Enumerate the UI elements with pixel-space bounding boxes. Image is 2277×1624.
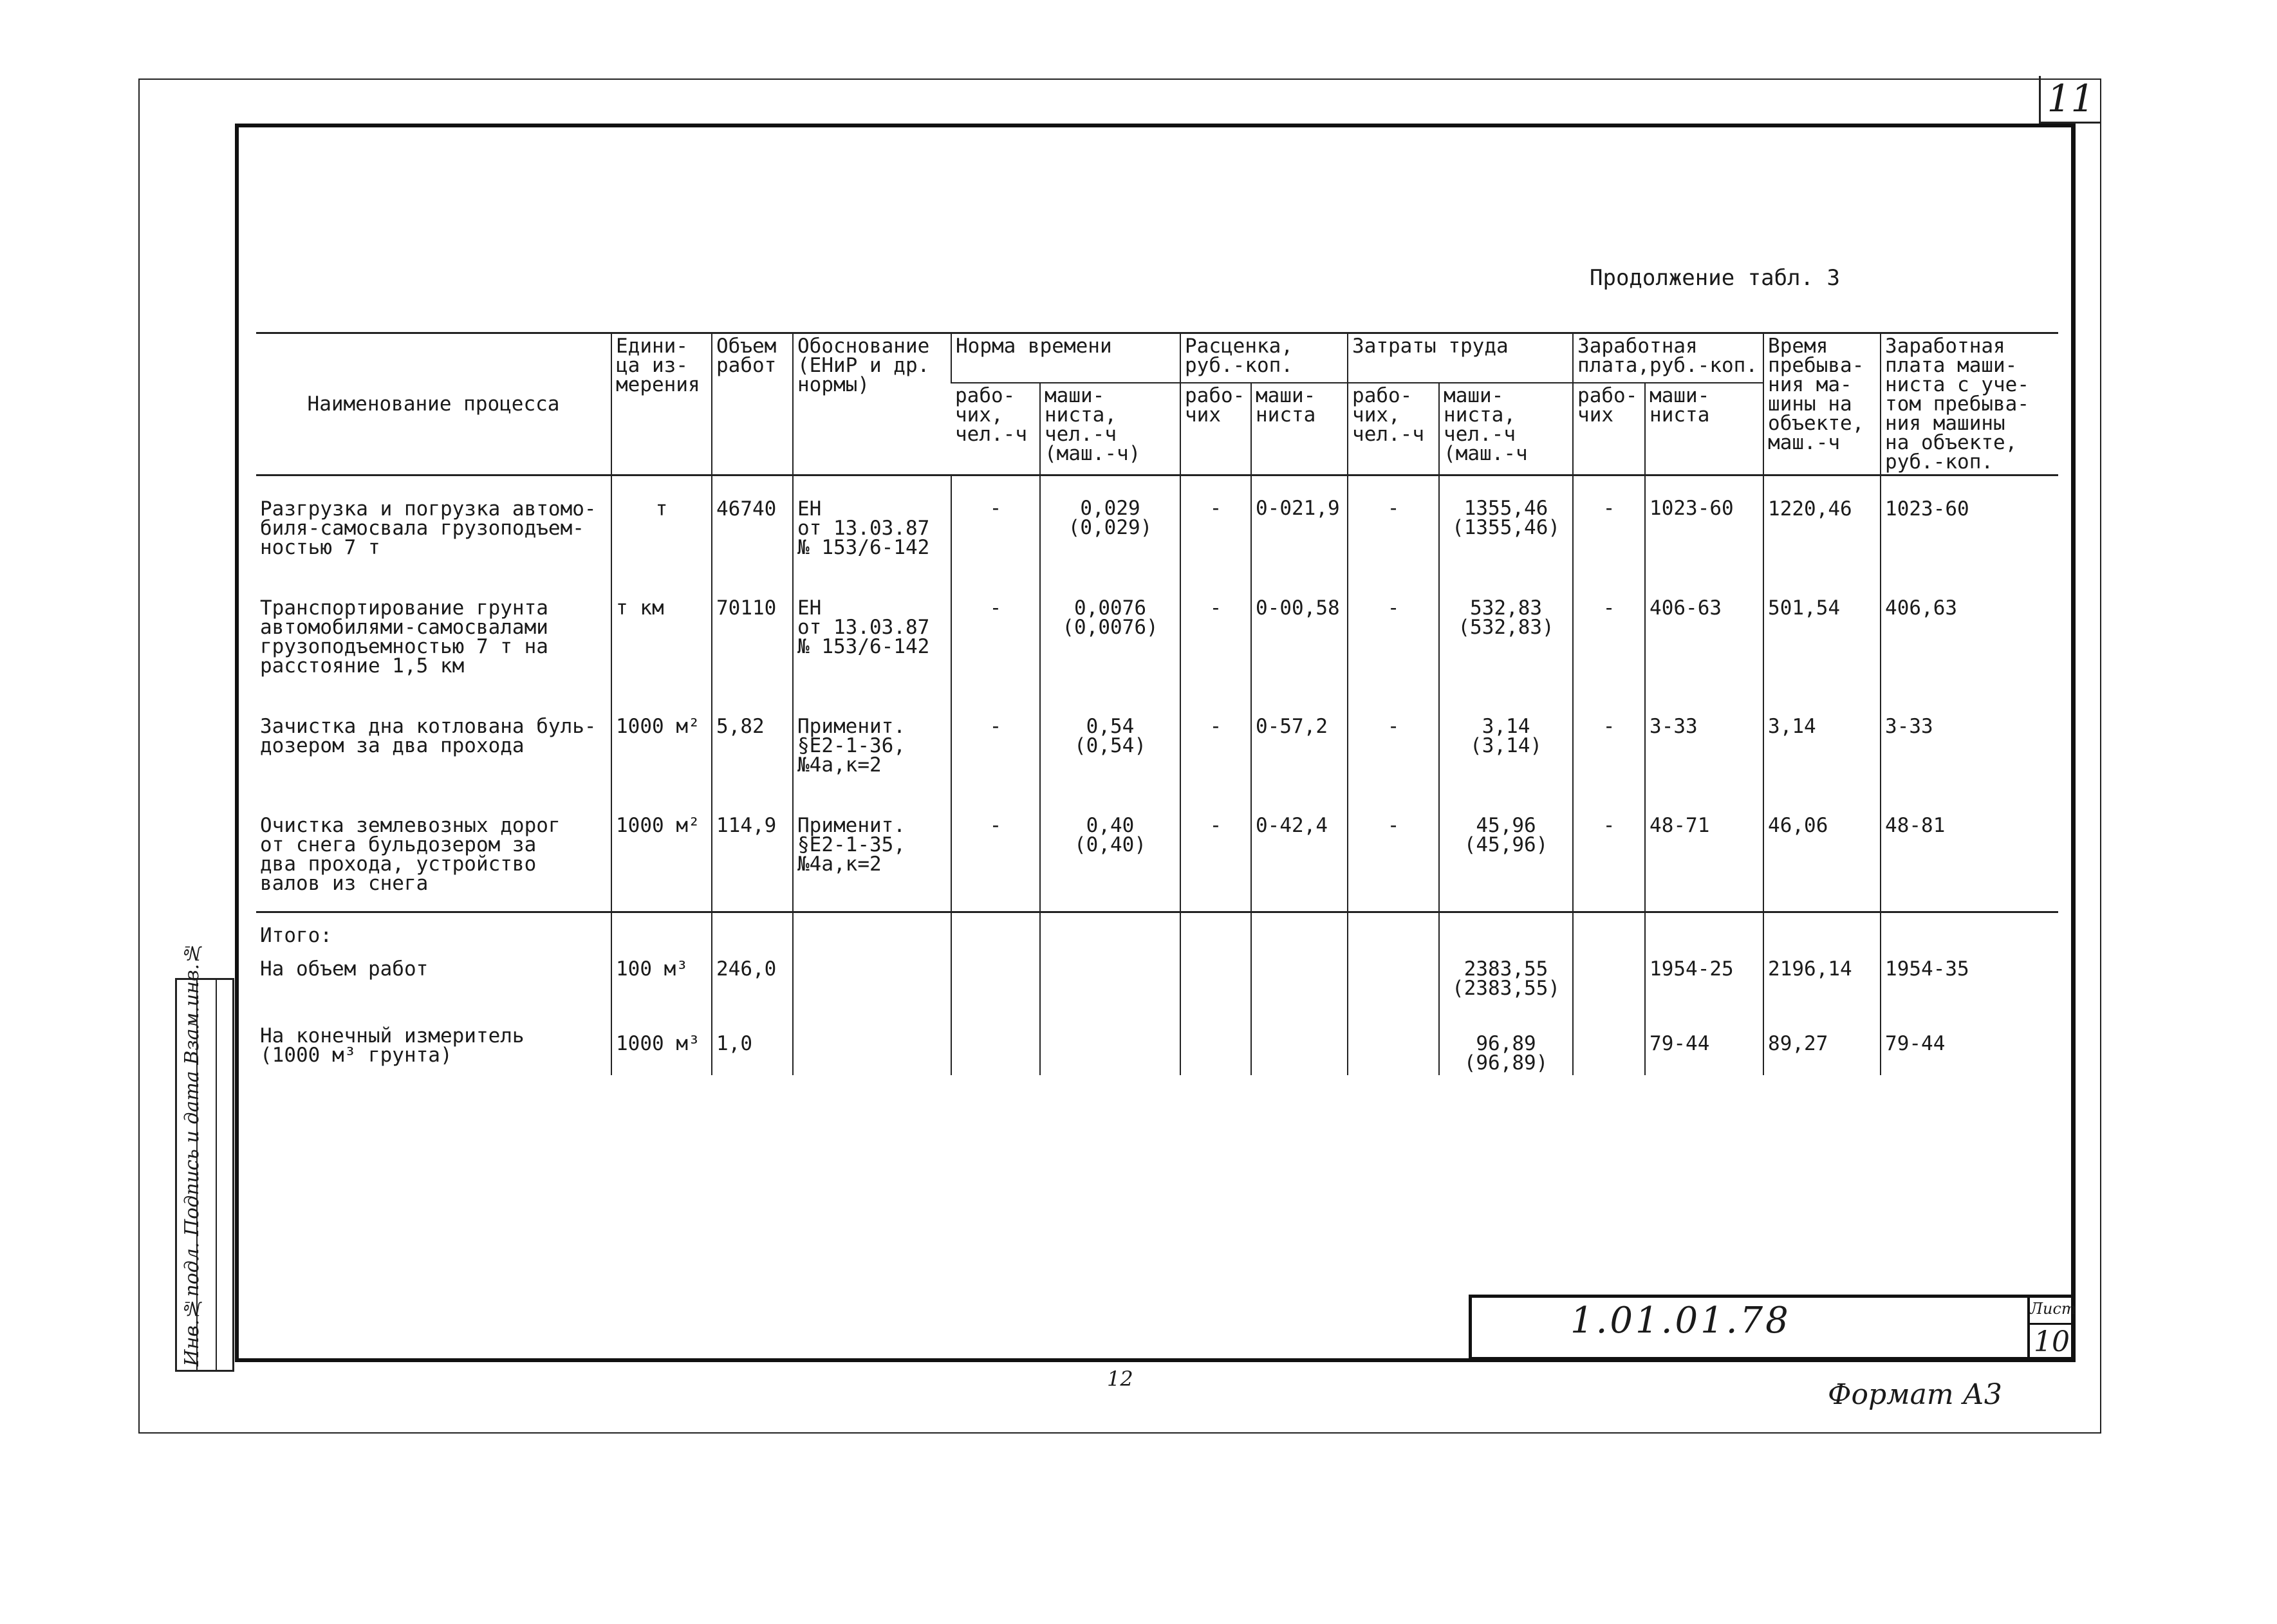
totals-meter-time: 89,27 (1763, 1001, 1881, 1075)
format-label: Формат А3 (1828, 1378, 2002, 1411)
header-norm-operator: маши- ниста, чел.-ч (маш.-ч) (1040, 383, 1180, 475)
totals-volume-volume: 246,0 (712, 948, 793, 1001)
side-stamp (175, 941, 234, 1372)
totals-volume-time: 2196,14 (1763, 948, 1881, 1001)
cell-unit: т (611, 475, 712, 576)
cell-norm-operator: 0,029 (0,029) (1040, 475, 1180, 576)
cell-wage-operator: 406-63 (1645, 575, 1763, 694)
header-name: Наименование процесса (256, 333, 611, 475)
totals-volume-wage: 1954-25 (1645, 948, 1763, 1001)
header-basis: Обоснование (ЕНиР и др. нормы) (793, 333, 951, 475)
cell-time: 501,54 (1763, 575, 1881, 694)
work-table (256, 332, 2058, 1075)
cell-rate-operator: 0-57,2 (1251, 694, 1348, 793)
totals-meter-wage: 79-44 (1645, 1001, 1763, 1075)
totals-meter-volume: 1,0 (712, 1001, 793, 1075)
cell-name: Транспортирование грунта автомобилями-самосвалами грузоподъемностью 7 т на расстояние 1,5 км (260, 596, 548, 678)
cell-time: 1220,46 (1763, 475, 1881, 576)
cell-labor-workers: - (1348, 575, 1439, 694)
header-labor-operator: маши- ниста, чел.-ч (маш.-ч (1439, 383, 1573, 475)
cell-wage-operator: 1023-60 (1645, 475, 1763, 576)
header-time: Время пребыва- ния ма- шины на объекте, маш.-ч (1763, 333, 1881, 475)
cell-wage-operator: 48-71 (1645, 793, 1763, 912)
cell-time: 46,06 (1763, 793, 1881, 912)
cell-name: Очистка землевозных дорог от снега бульдозером за два прохода, устройство валов из снега (260, 814, 561, 895)
cell-volume: 114,9 (712, 793, 793, 912)
sheet-label: Лист (2030, 1295, 2074, 1325)
cell-norm-workers: - (951, 475, 1040, 576)
sheet-number: 10 (2034, 1325, 2070, 1358)
table-row (256, 575, 2058, 694)
cell-norm-workers: - (951, 694, 1040, 793)
cell-norm-operator: 0,40 (0,40) (1040, 793, 1180, 912)
side-stamp-text: Инв.№подл. Подпись и дата Взам.инв.№ (181, 941, 203, 1366)
header-volume: Объем работ (712, 333, 793, 475)
cell-wage-workers: - (1573, 694, 1645, 793)
cell-rate-workers: - (1180, 694, 1251, 793)
cell-labor-operator: 45,96 (45,96) (1439, 793, 1573, 912)
header-wage-operator: маши- ниста (1645, 383, 1763, 475)
document-code: 1.01.01.78 (1570, 1300, 1791, 1342)
cell-name: Зачистка дна котлована буль- дозером за два прохода (260, 715, 597, 757)
header-wage: Заработная плата,руб.-коп. (1573, 333, 1763, 383)
cell-basis: Применит. §Е2-1-36, №4а,к=2 (793, 694, 951, 793)
cell-wage-total: 3-33 (1881, 694, 2058, 793)
table-row (256, 694, 2058, 793)
totals-meter-wage-total: 79-44 (1881, 1001, 2058, 1075)
sheet-mark: 11 (2039, 76, 2101, 124)
page-number: 12 (1107, 1367, 1133, 1391)
cell-wage-operator: 3-33 (1645, 694, 1763, 793)
cell-wage-total: 48-81 (1881, 793, 2058, 912)
cell-rate-workers: - (1180, 575, 1251, 694)
table-heading: Продолжение табл. 3 (1590, 265, 1840, 291)
cell-wage-total: 1023-60 (1881, 475, 2058, 576)
header-rate-operator: маши- ниста (1251, 383, 1348, 475)
totals-meter-row (256, 1001, 2058, 1075)
cell-unit: 1000 м² (611, 793, 712, 912)
totals-volume-labor: 2383,55 (2383,55) (1439, 948, 1573, 1001)
cell-labor-operator: 1355,46 (1355,46) (1439, 475, 1573, 576)
header-norm: Норма времени (951, 333, 1180, 383)
header-wage-total: Заработная плата маши- ниста с уче- том пребыва- ния машины на объекте, руб.-коп. (1881, 333, 2058, 475)
totals-label: Итого: (256, 912, 611, 948)
cell-labor-operator: 532,83 (532,83) (1439, 575, 1573, 694)
cell-wage-total: 406,63 (1881, 575, 2058, 694)
totals-meter-name: На конечный измеритель (1000 м³ грунта) (260, 1024, 525, 1067)
cell-wage-workers: - (1573, 793, 1645, 912)
header-labor-workers: рабо- чих, чел.-ч (1348, 383, 1439, 475)
cell-norm-operator: 0,54 (0,54) (1040, 694, 1180, 793)
cell-norm-workers: - (951, 575, 1040, 694)
cell-rate-operator: 0-021,9 (1251, 475, 1348, 576)
table-row (256, 475, 2058, 576)
table-row (256, 793, 2058, 912)
cell-wage-workers: - (1573, 475, 1645, 576)
cell-volume: 5,82 (712, 694, 793, 793)
totals-label-row (256, 912, 2058, 948)
cell-wage-workers: - (1573, 575, 1645, 694)
cell-volume: 46740 (712, 475, 793, 576)
cell-labor-workers: - (1348, 475, 1439, 576)
cell-norm-operator: 0,0076 (0,0076) (1040, 575, 1180, 694)
cell-basis: ЕН от 13.03.87 № 153/6-142 (793, 475, 951, 576)
cell-norm-workers: - (951, 793, 1040, 912)
cell-basis: ЕН от 13.03.87 № 153/6-142 (793, 575, 951, 694)
cell-rate-operator: 0-42,4 (1251, 793, 1348, 912)
cell-labor-workers: - (1348, 793, 1439, 912)
totals-volume-wage-total: 1954-35 (1881, 948, 2058, 1001)
header-wage-workers: рабо- чих (1573, 383, 1645, 475)
header-rate: Расценка, руб.-коп. (1180, 333, 1348, 383)
cell-rate-operator: 0-00,58 (1251, 575, 1348, 694)
totals-meter-unit: 1000 м³ (611, 1001, 712, 1075)
cell-volume: 70110 (712, 575, 793, 694)
cell-name: Разгрузка и погрузка автомо- биля-самосвала грузоподъем- ностью 7 т (260, 497, 597, 559)
header-rate-workers: рабо- чих (1180, 383, 1251, 475)
header-unit: Едини- ца из- мерения (611, 333, 712, 475)
totals-volume-name: На объем работ (260, 957, 429, 981)
cell-basis: Применит. §Е2-1-35, №4а,к=2 (793, 793, 951, 912)
header-labor: Затраты труда (1348, 333, 1573, 383)
totals-meter-labor: 96,89 (96,89) (1439, 1001, 1573, 1075)
cell-unit: 1000 м² (611, 694, 712, 793)
cell-rate-workers: - (1180, 793, 1251, 912)
sheet-box (2027, 1295, 2074, 1360)
cell-labor-workers: - (1348, 694, 1439, 793)
cell-labor-operator: 3,14 (3,14) (1439, 694, 1573, 793)
cell-unit: т км (611, 575, 712, 694)
cell-time: 3,14 (1763, 694, 1881, 793)
cell-rate-workers: - (1180, 475, 1251, 576)
totals-volume-unit: 100 м³ (611, 948, 712, 1001)
totals-volume-row (256, 948, 2058, 1001)
header-norm-workers: рабо- чих, чел.-ч (951, 383, 1040, 475)
